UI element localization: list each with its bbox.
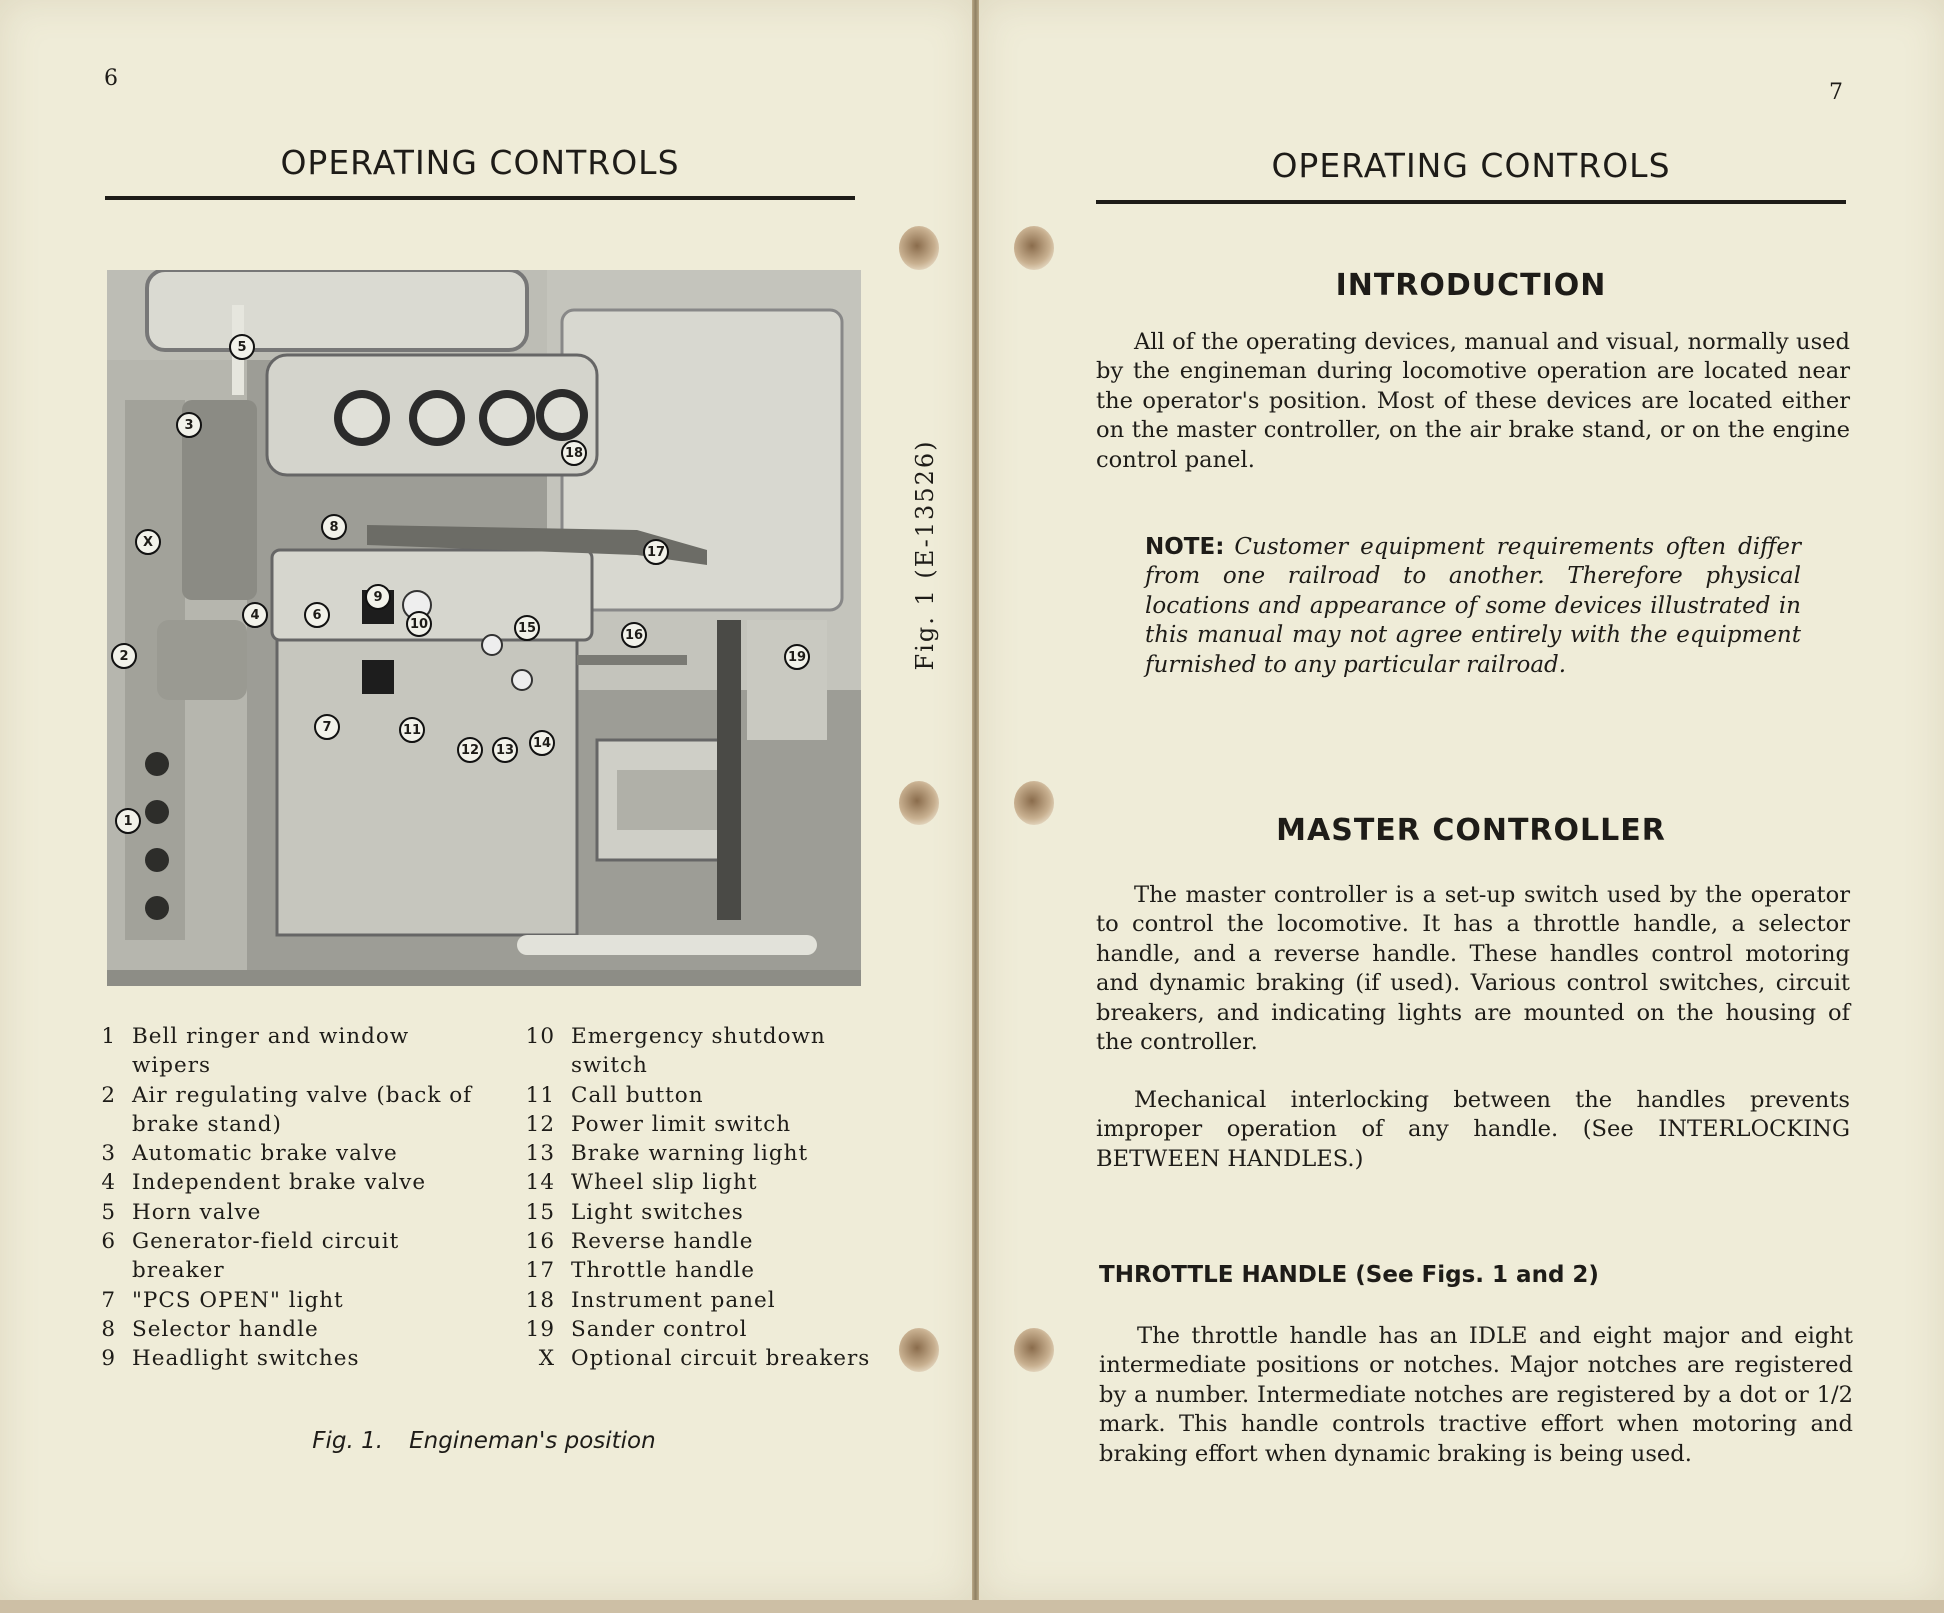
callout-marker: 11: [399, 717, 425, 743]
punch-hole: [899, 781, 939, 825]
left-head-rule: [105, 196, 855, 200]
figure-side-label: Fig. 1 (E-13526): [911, 439, 939, 671]
left-page-number: 6: [104, 66, 118, 91]
right-page-number: 7: [1829, 80, 1843, 105]
right-running-head: OPERATING CONTROLS: [1271, 146, 1671, 185]
legend-left-column: [100, 1022, 480, 1374]
legend-item: 11 Call button: [525, 1082, 704, 1108]
legend-item: 15 Light switches: [525, 1199, 744, 1225]
left-running-head: OPERATING CONTROLS: [280, 143, 680, 182]
callout-marker: X: [135, 529, 161, 555]
callout-marker: 4: [242, 602, 268, 628]
legend-item: X Optional circuit breakers: [538, 1346, 871, 1372]
callout-marker: 1: [115, 808, 141, 834]
legend-item: 19 Sander control: [525, 1316, 748, 1342]
callout-marker: 10: [406, 611, 432, 637]
callout-marker: 2: [111, 643, 137, 669]
callout-marker: 18: [561, 440, 587, 466]
master-controller-paragraph: The master controller is a set-up switch used by the operator to control the locomotive. It has a throttle handle, a selector handle, and a reverse handle. These handles control motoring and dynamic braking (if used). Various control switches, circuit breakers, and indicating lights are mounted on the housing of the controller.: [1096, 882, 1850, 1056]
callout-marker: 6: [304, 602, 330, 628]
figure-caption-text: Engineman's position: [409, 1428, 656, 1454]
interlocking-paragraph: Mechanical interlocking between the handles prevents improper operation of any handle. (See INTERLOCKING BETWEEN HANDLES.): [1096, 1087, 1850, 1172]
legend-item: 5 Horn valve: [101, 1199, 262, 1225]
callout-marker: 8: [321, 514, 347, 540]
punch-hole: [1014, 226, 1054, 270]
callout-marker: 15: [514, 615, 540, 641]
legend-item: 3 Automatic brake valve: [101, 1141, 398, 1167]
punch-hole: [899, 1328, 939, 1372]
callout-marker: 19: [784, 644, 810, 670]
legend-item: 10 Emergency shutdown switch: [525, 1024, 826, 1079]
master-controller-heading: MASTER CONTROLLER: [1276, 813, 1666, 848]
right-head-rule: [1096, 200, 1846, 204]
callout-marker: 13: [492, 737, 518, 763]
legend-item: 6 Generator-field circuit breaker: [101, 1229, 400, 1284]
legend-item: 1 Bell ringer and window wipers: [101, 1024, 410, 1079]
legend-right-column: [525, 1022, 885, 1374]
callout-marker: 16: [621, 622, 647, 648]
legend-item: 8 Selector handle: [101, 1316, 319, 1342]
punch-hole: [1014, 781, 1054, 825]
punch-hole: [1014, 1328, 1054, 1372]
book-gutter: [972, 0, 979, 1600]
figure-caption: [107, 1428, 861, 1454]
legend-item: 9 Headlight switches: [101, 1346, 360, 1372]
callout-marker: 12: [457, 737, 483, 763]
callout-marker: 14: [529, 730, 555, 756]
note-body: Customer equipment requirements often differ from one railroad to another. Therefore physical locations and appearance of some devices illustrated in this manual may not agree entirely with the equipment furnished to any particular railroad.: [1145, 534, 1801, 678]
legend-item: 14 Wheel slip light: [525, 1170, 758, 1196]
callout-marker: 9: [365, 584, 391, 610]
legend-item: 17 Throttle handle: [525, 1258, 755, 1284]
callout-marker: 5: [229, 334, 255, 360]
callout-marker: 17: [643, 539, 669, 565]
legend-item: 16 Reverse handle: [525, 1229, 754, 1255]
throttle-handle-heading: THROTTLE HANDLE (See Figs. 1 and 2): [1099, 1262, 1599, 1288]
throttle-handle-paragraph: The throttle handle has an IDLE and eight major and eight intermediate positions or notches. Major notches are registered by a number. Intermediate notches are registered by a dot or 1/2 mark. This handle controls tractive effort when motoring and braking effort when dynamic braking is being used.: [1099, 1323, 1853, 1467]
note-label: NOTE:: [1145, 534, 1225, 560]
figure-caption-label: Fig. 1.: [312, 1428, 384, 1454]
legend-item: 4 Independent brake valve: [101, 1170, 427, 1196]
callout-marker: 3: [176, 412, 202, 438]
legend-item: 18 Instrument panel: [525, 1287, 776, 1313]
note-block: [1145, 533, 1801, 680]
legend-item: 13 Brake warning light: [525, 1141, 809, 1167]
legend-item: 12 Power limit switch: [525, 1111, 792, 1137]
callout-marker: 7: [314, 714, 340, 740]
engineman-position-photo: [107, 270, 861, 986]
legend-item: 2 Air regulating valve (back of brake stand): [101, 1082, 473, 1137]
introduction-heading: INTRODUCTION: [1335, 268, 1607, 303]
introduction-paragraph: All of the operating devices, manual and visual, normally used by the engineman during locomotive operation are located near the operator's position. Most of these devices are located either on the master controller, on the air brake stand, or on the engine control panel.: [1096, 329, 1850, 473]
punch-hole: [899, 226, 939, 270]
legend-item: 7 "PCS OPEN" light: [101, 1287, 344, 1313]
